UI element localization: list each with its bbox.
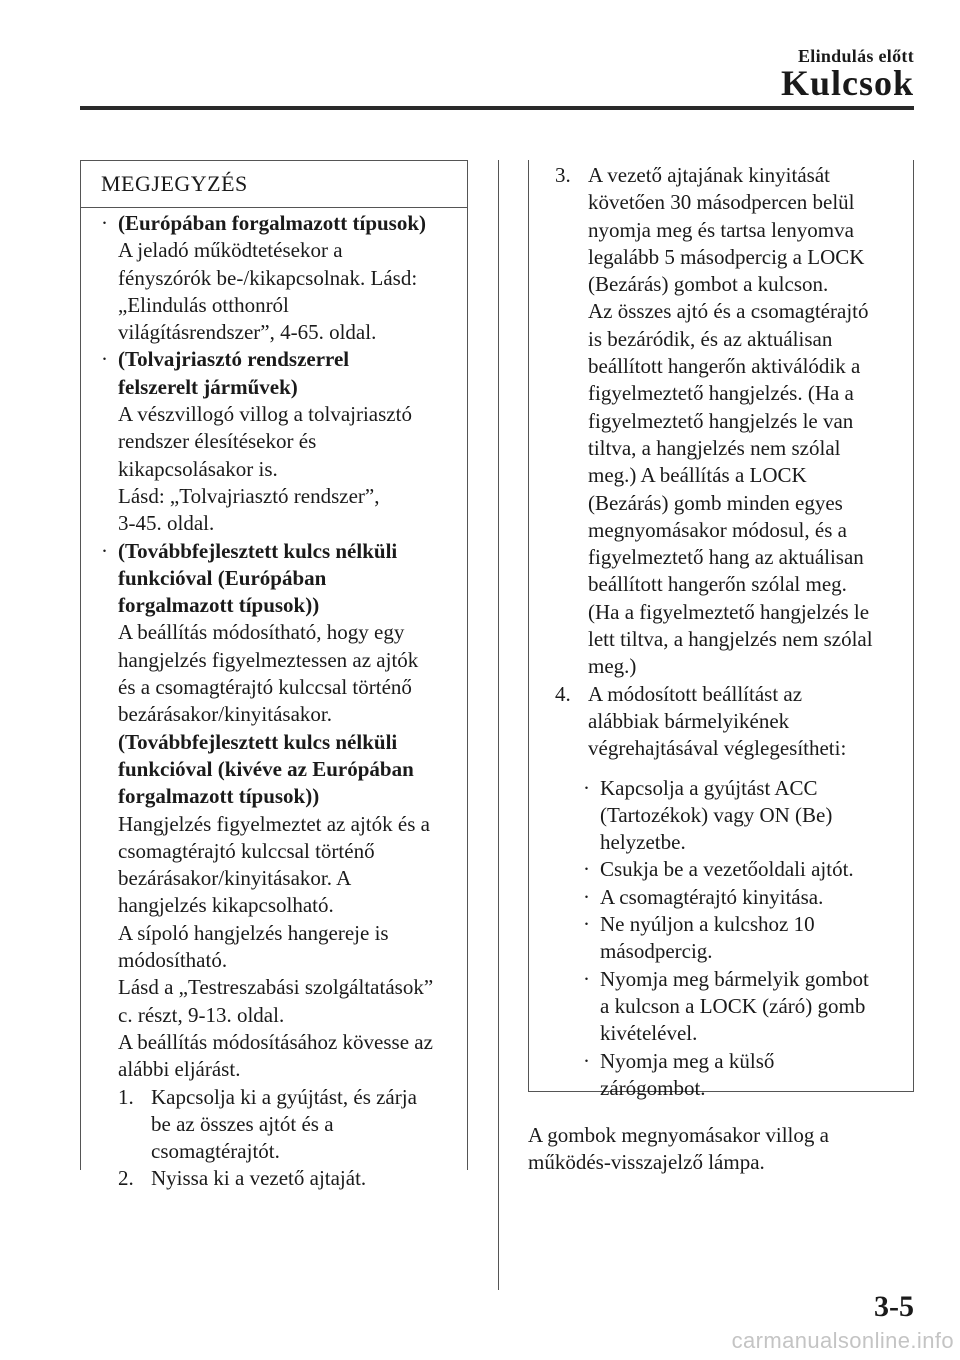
option-text-line: Csukja be a vezetőoldali ajtót.	[600, 857, 854, 882]
note-text-line: Hangjelzés figyelmeztet az ajtók és a	[118, 811, 430, 836]
bullet-icon: ·	[101, 538, 108, 563]
step-number: 4.	[555, 681, 571, 706]
note-text-line: világításrendszer”, 4-65. oldal.	[118, 320, 377, 345]
note-text-line: A jeladó működtetésekor a	[118, 238, 343, 263]
step-text-line: legalább 5 másodpercig a LOCK	[588, 244, 865, 269]
bullet-icon: ·	[583, 1048, 590, 1073]
note-text-line: A beállítás módosítható, hogy egy	[118, 620, 405, 645]
note-text-line: A beállítás módosításához kövesse az	[118, 1029, 433, 1054]
bullet-icon: ·	[583, 775, 590, 800]
procedure-step	[555, 162, 905, 681]
confirm-option	[581, 911, 905, 966]
note-text-line: c. részt, 9-13. oldal.	[118, 1002, 285, 1027]
paragraph-line: A gombok megnyomásakor villog a	[528, 1123, 829, 1147]
note-text-line: Lásd a „Testreszabási szolgáltatások”	[118, 975, 434, 1000]
note-body	[81, 208, 467, 1193]
note-text-line: Lásd: „Tolvajriasztó rendszer”,	[118, 483, 380, 508]
option-text-line: a kulcson a LOCK (záró) gomb	[600, 993, 866, 1018]
confirm-option	[581, 966, 905, 1048]
paragraph-line: működés-visszajelző lámpa.	[528, 1150, 765, 1175]
header-rule	[80, 106, 914, 110]
indicator-paragraph	[528, 1122, 918, 1177]
confirm-option	[581, 1048, 905, 1103]
note-text-line: fényszórók be-/kikapcsolnak. Lásd:	[118, 265, 418, 290]
note-item-heading: forgalmazott típusok))	[118, 784, 320, 809]
note-item-heading: (Tolvajriasztó rendszerrel	[118, 347, 350, 372]
step-text-line: (Bezárás) gomb minden egyes	[588, 490, 843, 515]
step-text-line: is bezáródik, és az aktuálisan	[588, 326, 833, 351]
confirm-options-list	[581, 775, 905, 1103]
note-text-line: alábbi eljárást.	[118, 1057, 241, 1082]
note-item-europe	[99, 210, 457, 346]
column-divider	[498, 160, 499, 1290]
option-text-line: (Tartozékok) vagy ON (Be)	[600, 802, 833, 827]
note-text-line: és a csomagtérajtó kulccsal történő	[118, 675, 412, 700]
bullet-icon: ·	[583, 884, 590, 909]
step-text-line: be az összes ajtót és a	[151, 1111, 334, 1136]
step-text-line: Kapcsolja ki a gyújtást, és zárja	[151, 1084, 417, 1109]
step-text-line: Az összes ajtó és a csomagtérajtó	[588, 299, 869, 324]
procedure-steps	[118, 1084, 457, 1193]
step-text-line: meg.) A beállítás a LOCK	[588, 463, 807, 488]
note-text-line: A vészvillogó villog a tolvajriasztó	[118, 402, 412, 427]
note-box	[80, 160, 468, 1191]
note-text-line: hangjelzés kikapcsolható.	[118, 893, 334, 918]
watermark: carmanualsonline.info	[731, 1328, 954, 1353]
step-text-line: meg.)	[588, 654, 637, 679]
note-text-line: A sípoló hangjelzés hangereje is	[118, 920, 389, 945]
option-text-line: Kapcsolja a gyújtást ACC	[600, 775, 818, 800]
step-text-line: alábbiak bármelyikének	[588, 708, 790, 733]
note-item-heading: felszerelt járművek)	[118, 374, 298, 399]
step-number: 1.	[118, 1084, 134, 1109]
page-title: Kulcsok	[780, 63, 914, 103]
note-title: MEGJEGYZÉS	[81, 161, 467, 208]
step-text-line: tiltva, a hangjelzés nem szólal	[588, 435, 841, 460]
procedure-step	[118, 1084, 457, 1166]
note-text-line: bezárásakor/kinyitásakor.	[118, 702, 332, 727]
step-text-line: lett tiltva, a hangjelzés nem szólal	[588, 627, 873, 652]
note-text-line: módosítható.	[118, 948, 228, 973]
option-text-line: zárógombot.	[600, 1075, 706, 1100]
note-text-line: bezárásakor/kinyitásakor. A	[118, 866, 352, 891]
option-text-line: másodpercig.	[600, 939, 713, 964]
step-number: 2.	[118, 1166, 134, 1191]
option-text-line: Nyomja meg bármelyik gombot	[600, 966, 869, 991]
step-text-line: A vezető ajtajának kinyitását	[588, 163, 830, 187]
note-text-line: 3-45. oldal.	[118, 511, 215, 536]
confirm-option	[581, 775, 905, 857]
step-text-line: nyomja meg és tartsa lenyomva	[588, 217, 854, 242]
bullet-icon: ·	[101, 347, 108, 372]
note-item-heading: (Továbbfejlesztett kulcs nélküli	[118, 538, 398, 563]
bullet-icon: ·	[583, 966, 590, 991]
step-text-line: (Ha a figyelmeztető hangjelzés le	[588, 599, 870, 624]
procedure-step	[118, 1165, 457, 1192]
step-text-line: beállított hangerőn szólal meg.	[588, 572, 847, 597]
step-text-line: Nyissa ki a vezető ajtaját.	[151, 1166, 367, 1191]
step-text-line: beállított hangerőn aktiválódik a	[588, 354, 861, 379]
bullet-icon: ·	[583, 912, 590, 937]
step-text-line: követően 30 másodpercen belül	[588, 190, 855, 215]
step-text-line: A módosított beállítást az	[588, 681, 803, 706]
step-text-line: (Bezárás) gombot a kulcson.	[588, 272, 829, 297]
note-text-line: csomagtérajtó kulccsal történő	[118, 838, 375, 863]
option-text-line: Ne nyúljon a kulcshoz 10	[600, 912, 815, 937]
step-text-line: figyelmeztető hangjelzés le van	[588, 408, 854, 433]
procedure-step	[555, 681, 905, 763]
confirm-option	[581, 856, 905, 883]
section-title: Elindulás előtt	[797, 46, 914, 66]
step-text-line: figyelmeztető hang az aktuálisan	[588, 545, 864, 570]
option-text-line: helyzetbe.	[600, 830, 686, 855]
note-item-heading: forgalmazott típusok))	[118, 593, 320, 618]
step-text-line: végrehajtásával véglegesítheti:	[588, 736, 847, 761]
note-continuation-box	[528, 160, 914, 1100]
note-text-line: hangjelzés figyelmeztessen az ajtók	[118, 647, 419, 672]
bullet-icon: ·	[583, 857, 590, 882]
note-item-heading: (Továbbfejlesztett kulcs nélküli	[118, 729, 398, 754]
bullet-icon: ·	[101, 211, 108, 235]
confirm-option	[581, 884, 905, 911]
step-text-line: csomagtérajtót.	[151, 1139, 280, 1164]
option-text-line: Nyomja meg a külső	[600, 1048, 775, 1073]
note-text-line: kikapcsolásakor is.	[118, 456, 278, 481]
note-text-line: rendszer élesítésekor és	[118, 429, 317, 454]
note-item-heading: funkcióval (kivéve az Európában	[118, 756, 414, 781]
note-item-heading: funkcióval (Európában	[118, 565, 327, 590]
note-text-line: „Elindulás otthonról	[118, 292, 289, 317]
step-text-line: figyelmeztető hangjelzés. (Ha a	[588, 381, 854, 406]
step-number: 3.	[555, 163, 571, 187]
note-item-theft-alarm	[99, 346, 457, 537]
page-number: 3-5	[874, 1290, 914, 1323]
option-text-line: A csomagtérajtó kinyitása.	[600, 884, 824, 909]
note-item-keyless	[99, 538, 457, 1193]
step-text-line: megnyomásakor módosul, és a	[588, 517, 847, 542]
note-item-heading: (Európában forgalmazott típusok)	[118, 211, 427, 235]
option-text-line: kivételével.	[600, 1021, 698, 1046]
